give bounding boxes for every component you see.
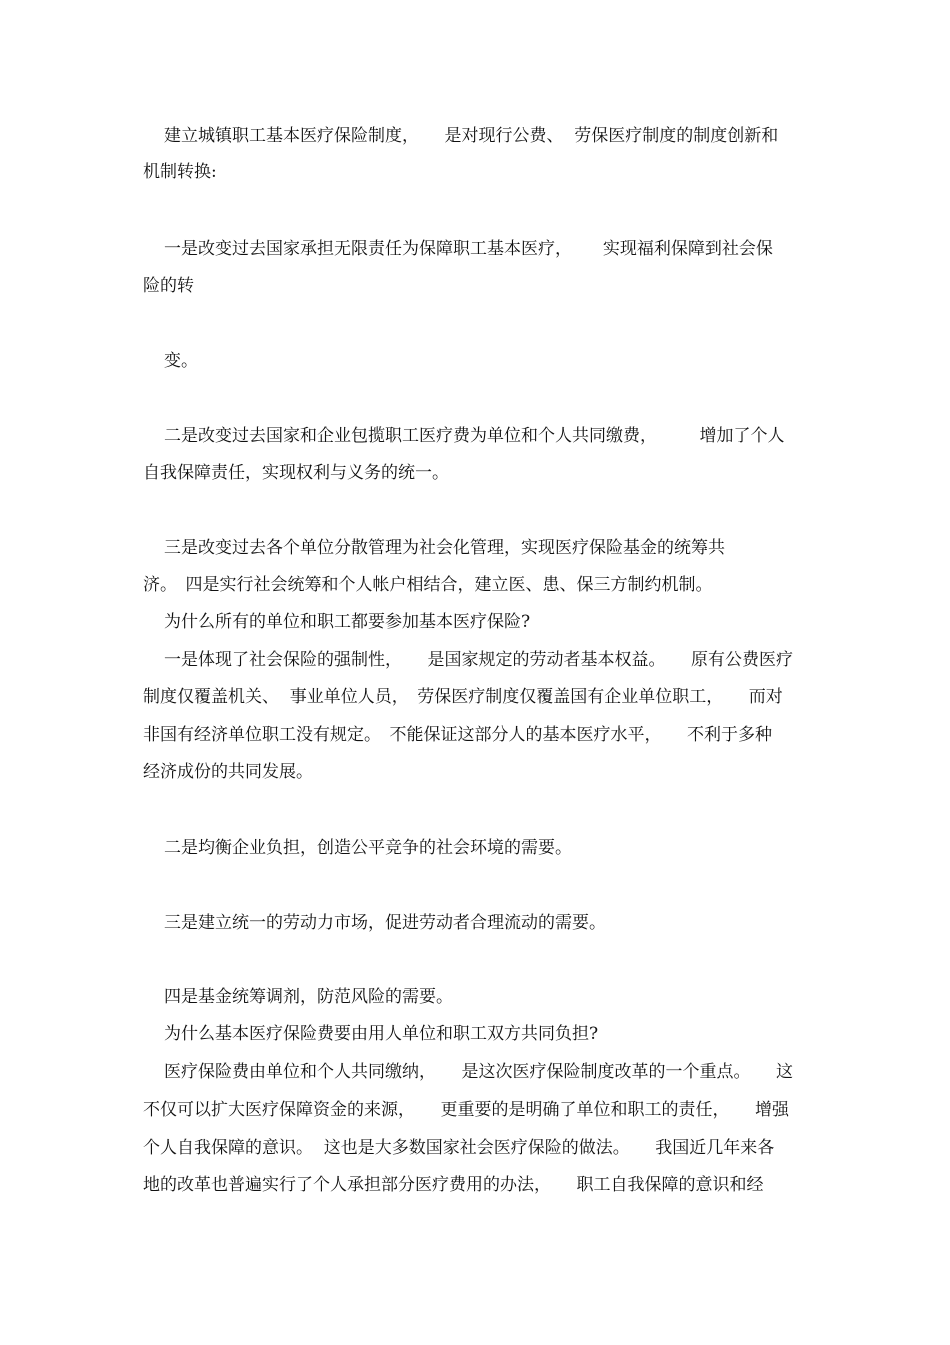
paragraph-line: 医疗保险费由单位和个人共同缴纳， 是这次医疗保险制度改革的一个重点。 这 (164, 1062, 793, 1082)
paragraph-line: 三是建立统一的劳动力市场，促进劳动者合理流动的需要。 (164, 913, 606, 933)
paragraph-line: 险的转 (143, 276, 194, 296)
question-heading: 为什么所有的单位和职工都要参加基本医疗保险? (164, 612, 531, 632)
paragraph-line: 经济成份的共同发展。 (143, 762, 313, 782)
question-heading: 为什么基本医疗保险费要由用人单位和职工双方共同负担? (164, 1024, 599, 1044)
paragraph-line: 四是基金统筹调剂，防范风险的需要。 (164, 987, 453, 1007)
paragraph-line: 建立城镇职工基本医疗保险制度， 是对现行公费、 劳保医疗制度的制度创新和 (164, 126, 779, 146)
paragraph-line: 个人自我保障的意识。 这也是大多数国家社会医疗保险的做法。 我国近几年来各 (143, 1138, 775, 1158)
paragraph-line: 一是体现了社会保险的强制性， 是国家规定的劳动者基本权益。 原有公费医疗 (164, 650, 793, 670)
paragraph-line: 济。 四是实行社会统筹和个人帐户相结合，建立医、患、保三方制约机制。 (143, 575, 713, 595)
paragraph-line: 二是改变过去国家和企业包揽职工医疗费为单位和个人共同缴费， 增加了个人 (164, 426, 785, 446)
paragraph-line: 三是改变过去各个单位分散管理为社会化管理，实现医疗保险基金的统筹共 (164, 538, 725, 558)
paragraph-line: 地的改革也普遍实行了个人承担部分医疗费用的办法， 职工自我保障的意识和经 (143, 1175, 764, 1195)
paragraph-line: 变。 (164, 351, 198, 371)
paragraph-line: 一是改变过去国家承担无限责任为保障职工基本医疗， 实现福利保障到社会保 (164, 239, 773, 259)
paragraph-line: 不仅可以扩大医疗保障资金的来源， 更重要的是明确了单位和职工的责任， 增强 (143, 1100, 789, 1120)
paragraph-line: 制度仅覆盖机关、 事业单位人员， 劳保医疗制度仅覆盖国有企业单位职工， 而对 (143, 687, 783, 707)
paragraph-line: 自我保障责任，实现权利与义务的统一。 (143, 463, 449, 483)
paragraph-line: 机制转换: (143, 162, 217, 182)
paragraph-line: 二是均衡企业负担，创造公平竞争的社会环境的需要。 (164, 838, 572, 858)
paragraph-line: 非国有经济单位职工没有规定。 不能保证这部分人的基本医疗水平， 不利于多种 (143, 725, 772, 745)
